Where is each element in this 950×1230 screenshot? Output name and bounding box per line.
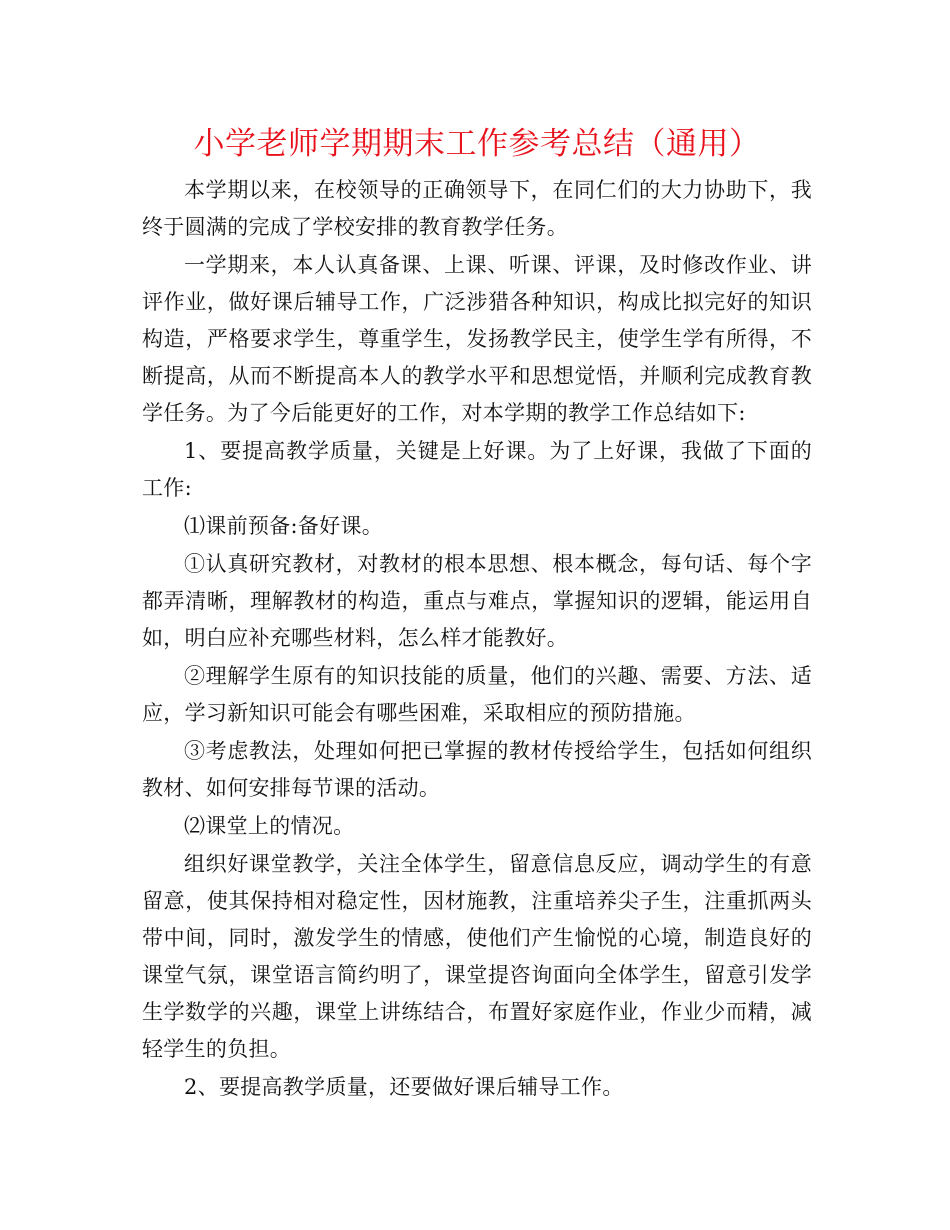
paragraph-item-3: ③考虑教法，处理如何把已掌握的教材传授给学生，包括如何组织教材、如何安排每节课的活动。 — [142, 739, 812, 800]
document-page — [142, 122, 812, 1106]
paragraph-subsection-2: ⑵课堂上的情况。 — [184, 814, 355, 838]
paragraph-subsection-1: ⑴课前预备:备好课。 — [184, 514, 384, 538]
document-title: 小学老师学期期末工作参考总结（通用） — [193, 126, 761, 162]
paragraph-classroom: 组织好课堂教学，关注全体学生，留意信息反应，调动学生的有意留意，使其保持相对稳定性，因材施教，注重培养尖子生，注重抓两头带中间，同时，激发学生的情感，使他们产生愉悦的心境，制造良好的课堂气氛，课堂语言简约明了，课堂提咨询面向全体学生，留意引发学生学数学的兴趣，课堂上讲练结合，布置好家庭作业，作业少而精，减轻学生的负担。 — [142, 852, 812, 1061]
paragraph-overview: 一学期来，本人认真备课、上课、听课、评课，及时修改作业、讲评作业，做好课后辅导工作，广泛涉猎各种知识，构成比拟完好的知识构造，严格要求学生，尊重学生，发扬教学民主，使学生学有所得，不断提高，从而不断提高本人的教学水平和思想觉悟，并顺利完成教育教学任务。为了今后能更好的工作，对本学期的教学工作总结如下: — [142, 253, 812, 425]
paragraph-item-2: ②理解学生原有的知识技能的质量，他们的兴趣、需要、方法、适应，学习新知识可能会有哪些困难，采取相应的预防措施。 — [142, 664, 812, 725]
paragraph-intro: 本学期以来，在校领导的正确领导下，在同仁们的大力协助下，我终于圆满的完成了学校安排的教育教学任务。 — [142, 178, 812, 239]
paragraph-item-1: ①认真研究教材，对教材的根本思想、根本概念，每句话、每个字都弄清晰，理解教材的构造，重点与难点，掌握知识的逻辑，能运用自如，明白应补充哪些材料，怎么样才能教好。 — [142, 552, 812, 650]
paragraph-section-2: 2、要提高教学质量，还要做好课后辅导工作。 — [184, 1075, 624, 1099]
paragraph-section-1: 1、要提高教学质量，关键是上好课。为了上好课，我做了下面的工作: — [142, 439, 812, 500]
